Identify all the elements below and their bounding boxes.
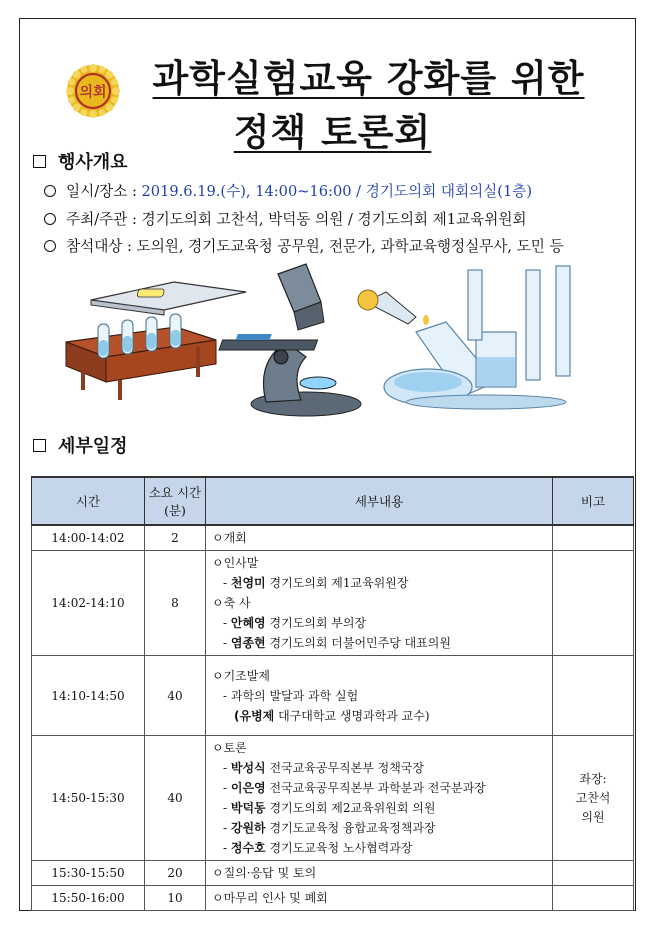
speaker-line: - 염종현 경기도의회 더불어민주당 대표의원 [223,636,451,650]
speaker-desc: 대구대학교 생명과학과 교수) [278,708,430,723]
speaker-desc: 경기도의회 부의장 [269,616,367,630]
speaker-desc: 전국교육공무직본부 정책국장 [269,761,424,775]
table-row [32,656,634,736]
cell-duration: 40 [145,736,206,861]
speaker-desc: 경기도교육청 융합교육정책과장 [269,821,436,835]
info-value: 경기도의회 고찬석, 박덕동 의원 / 경기도의회 제1교육위원회 [141,211,527,228]
cell-time: 14:02-14:10 [32,551,145,656]
speaker-desc: 경기도의회 제1교육위원장 [269,576,409,590]
info-label: 일시/장소 : [66,183,142,200]
speaker-name: 이은영 [230,781,266,795]
table-row [32,551,634,656]
info-attendees [44,235,564,256]
note-line: 좌장: [579,771,607,786]
page-title-line2: 정책 토론회 [233,111,432,154]
speaker-name: (유병제 [234,708,275,723]
test-tube-rack-icon [66,314,216,400]
table-row [32,525,634,551]
speaker-name: 천영미 [230,576,266,590]
section-heading: 행사개요 [58,152,128,173]
cell-content [206,886,553,911]
speaker-name: 염종현 [230,636,266,650]
microscope-slide-icon [91,282,246,315]
cell-note [553,525,634,551]
header-time: 시간 [32,477,145,525]
info-value: 도의원, 경기도교육청 공무원, 전문가, 과학교육행정실무사, 도민 등 [136,238,564,255]
microscope-icon [219,264,361,416]
table-row [32,861,634,886]
cell-content [206,736,553,861]
info-host [44,208,527,229]
circle-bullet-icon [44,185,56,197]
item-title: ㅇ토론 [212,741,247,755]
cell-note [553,656,634,736]
info-label: 주최/주관 : [66,211,142,228]
header-content: 세부내용 [206,477,553,525]
speaker-desc: 경기도의회 더불어민주당 대표의원 [269,636,451,650]
item-title: ㅇ축 사 [212,596,251,610]
speaker-line: - 정수호 경기도교육청 노사협력과장 [223,841,413,855]
speaker-desc: 경기도의회 제2교육위원회 의원 [269,801,436,815]
speaker-desc: 전국교육공무직본부 과학분과 전국분과장 [269,781,486,795]
square-bullet-icon [33,439,46,452]
info-datetime-place [44,180,532,201]
header-duration: 소요 시간 (분) [145,477,206,525]
table-header-row [32,477,634,525]
lab-equipment-illustration [56,262,616,422]
item-title: ㅇ마무리 인사 및 폐회 [212,891,328,905]
cell-duration: 40 [145,656,206,736]
cell-time: 15:50-16:00 [32,886,145,911]
item-title: ㅇ기조발제 [212,668,270,683]
speaker-name: 안혜영 [230,616,266,630]
speaker-line: - 안혜영 경기도의회 부의장 [223,616,367,630]
speaker-name: 박덕동 [230,801,266,815]
section-overview [33,148,128,174]
cell-content [206,551,553,656]
cell-duration: 2 [145,525,206,551]
item-title: ㅇ인사말 [212,556,259,570]
cell-duration: 20 [145,861,206,886]
header-note: 비고 [553,477,634,525]
cell-note [553,736,634,861]
cell-note [553,861,634,886]
page-title-line1: 과학실험교육 강화를 위한 [152,57,585,100]
cell-time: 14:50-15:30 [32,736,145,861]
info-value: 2019.6.19.(수), 14:00~16:00 / 경기도의회 대회의실(1층) [141,183,533,200]
beaker-and-dropper-icon [358,266,570,409]
speaker-line: - 박덕동 경기도의회 제2교육위원회 의원 [223,801,436,815]
cell-note [553,551,634,656]
cell-time: 14:00-14:02 [32,525,145,551]
circle-bullet-icon [44,240,56,252]
speaker-name: 강원하 [230,821,266,835]
item-title: ㅇ개회 [212,531,247,545]
speaker-name: 박성식 [230,761,266,775]
speaker-line: - 이은영 전국교육공무직본부 과학분과 전국분과장 [223,781,486,795]
item-title: ㅇ질의·응답 및 토의 [212,866,317,880]
square-bullet-icon [33,155,46,168]
svg-text:의회: 의회 [79,84,107,101]
speaker-name: 정수호 [230,841,266,855]
cell-content [206,861,553,886]
schedule-table [31,476,634,911]
speaker-line: - 천영미 경기도의회 제1교육위원장 [223,576,409,590]
section-schedule [33,432,128,458]
cell-duration: 8 [145,551,206,656]
circle-bullet-icon [44,213,56,225]
cell-time: 15:30-15:50 [32,861,145,886]
note-line: 의원 [581,809,605,824]
note-line: 고찬석 [575,790,611,805]
info-label: 참석대상 : [66,238,137,255]
cell-note [553,886,634,911]
keynote-topic: - 과학의 발달과 과학 실험 [223,688,359,703]
table-row [32,886,634,911]
speaker-line: - 박성식 전국교육공무직본부 정책국장 [223,761,424,775]
cell-content [206,656,553,736]
cell-content [206,525,553,551]
speaker-line [212,706,546,726]
cell-duration: 10 [145,886,206,911]
table-row [32,736,634,861]
cell-time: 14:10-14:50 [32,656,145,736]
speaker-desc: 경기도교육청 노사협력과장 [269,841,413,855]
speaker-line: - 강원하 경기도교육청 융합교육정책과장 [223,821,436,835]
section-heading: 세부일정 [58,436,128,457]
